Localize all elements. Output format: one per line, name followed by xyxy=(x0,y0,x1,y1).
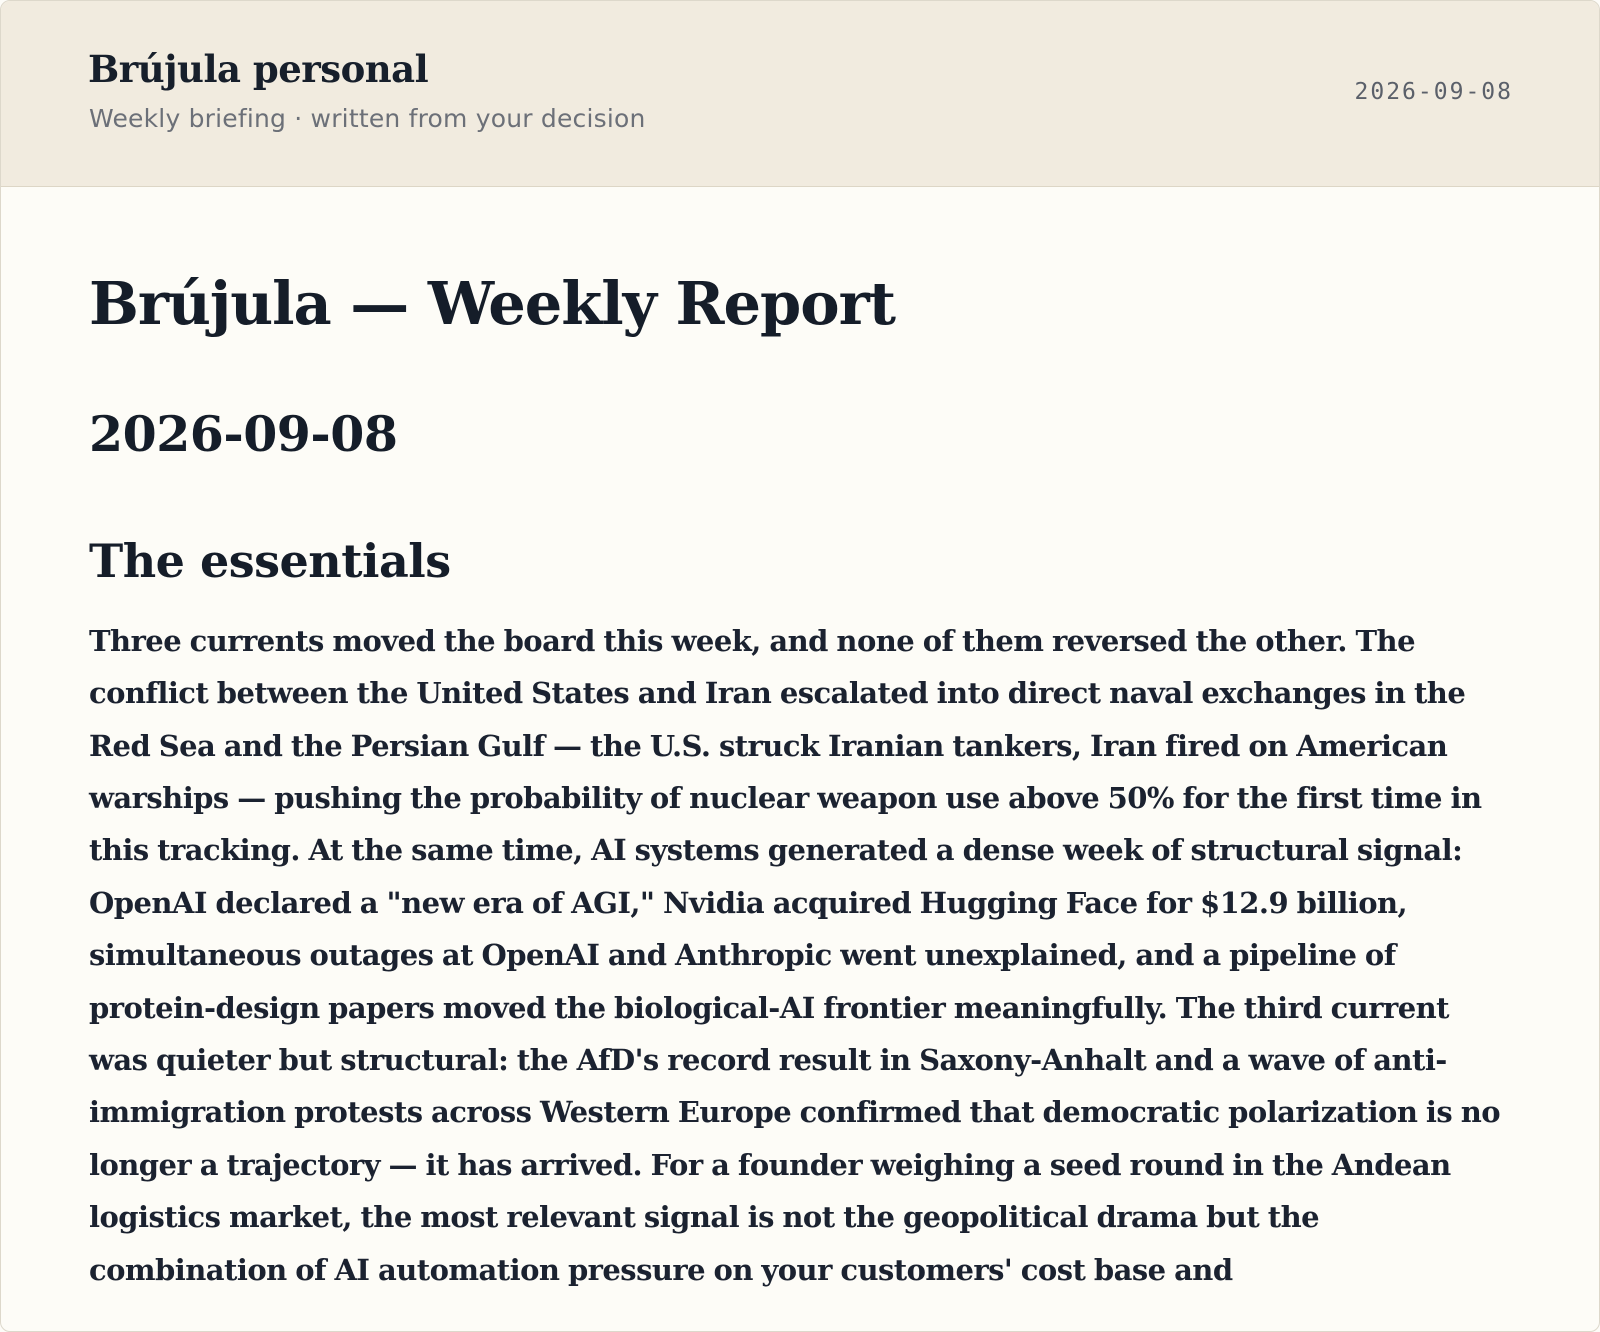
header-date: 2026-09-08 xyxy=(1354,79,1513,105)
report-title: Brújula — Weekly Report xyxy=(89,269,895,338)
section-body: Three currents moved the board this week, and none of them reversed the other. The conflict between the United States and Iran escalated into direct naval exchanges in the Red Sea and the Persian Gulf — the U.S. struck Iranian tankers, Iran fired on American warships — pushing the probability of nuclear weapon use above 50% for the first time in this tracking. At the same time, AI systems generated a dense week of structural signal: OpenAI declared a "new era of AGI," Nvidia acquired Hugging Face for $12.9 billion, simultaneous outages at OpenAI and Anthropic went unexplained, and a pipeline of protein-design papers moved the biological-AI frontier meaningfully. The third current was quieter but structural: the AfD's record result in Saxony-Anhalt and a wave of anti-immigration protests across Western Europe confirmed that democratic polarization is no longer a trajectory — it has arrived. For a founder weighing a seed round in the Andean logistics market, the most relevant signal is not the geopolitical drama but the combination of AI automation pressure on your customers' cost base and xyxy=(89,623,1501,1287)
header-bar xyxy=(1,1,1599,187)
section-heading: The essentials xyxy=(89,533,451,588)
brand-name: Brújula personal xyxy=(88,47,429,91)
report-date: 2026-09-08 xyxy=(89,404,398,463)
brand-tagline: Weekly briefing · written from your decision xyxy=(89,104,646,133)
section-essentials xyxy=(89,534,1511,1296)
report-content xyxy=(1,269,1599,1296)
